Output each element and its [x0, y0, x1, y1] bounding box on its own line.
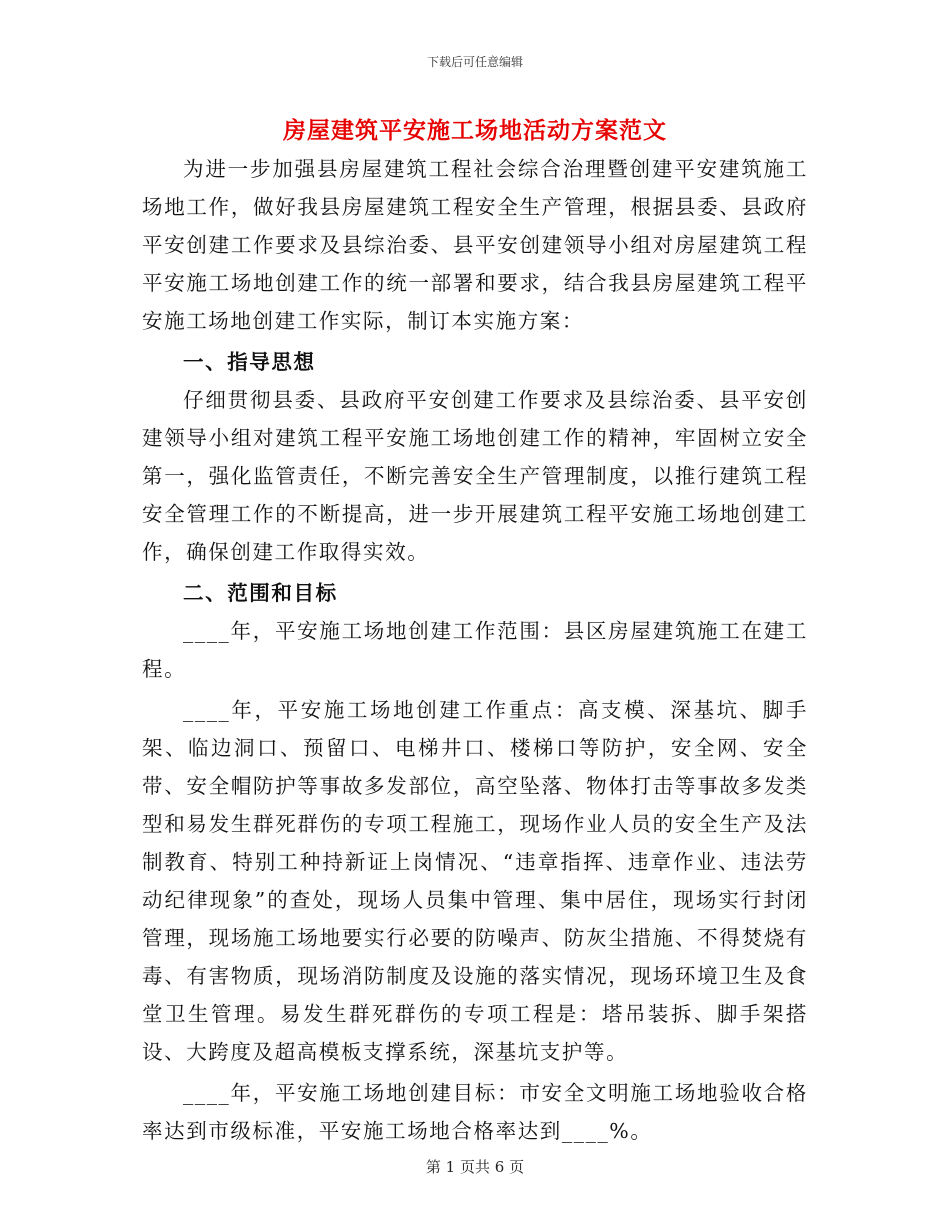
section-2-paragraph-focus: ____年，平安施工场地创建工作重点：高支模、深基坑、脚手架、临边洞口、预留口、电梯井口、楼梯口等防护，安全网、安全带、安全帽防护等事故多发部位，高空坠落、物体打击等事故多发类型和易发生群死群伤的专项工程施工，现场作业人员的安全生产及法制教育、特别工种持新证上岗情况、“违章指挥、违章作业、违法劳动纪律现象”的查处，现场人员集中管理、集中居住，现场实行封闭管理，现场施工场地要实行必要的防噪声、防灰尘措施、不得焚烧有毒、有害物质，现场消防制度及设施的落实情况，现场环境卫生及食堂卫生管理。易发生群死群伤的专项工程是：塔吊装拆、脚手架搭设、大跨度及超高模板支撑系统，深基坑支护等。	[142, 698, 808, 1064]
section-2-paragraph-goal: ____年，平安施工场地创建目标：市安全文明施工场地验收合格率达到市级标准，平安施工场地合格率达到____%。	[142, 1081, 808, 1143]
section-1-paragraph: 仔细贯彻县委、县政府平安创建工作要求及县综治委、县平安创建领导小组对建筑工程平安施工场地创建工作的精神，牢固树立安全第一，强化监管责任，不断完善安全生产管理制度，以推行建筑工程安全管理工作的不断提高，进一步开展建筑工程平安施工场地创建工作，确保创建工作取得实效。	[142, 388, 808, 564]
document-title: 房屋建筑平安施工场地活动方案范文	[283, 117, 667, 144]
section-2-heading: 二、范围和目标	[183, 581, 338, 605]
header-note: 下载后可任意编辑	[426, 55, 523, 69]
intro-paragraph: 为进一步加强县房屋建筑工程社会综合治理暨创建平安建筑施工场地工作，做好我县房屋建筑工程安全生产管理，根据县委、县政府平安创建工作要求及县综治委、县平安创建领导小组对房屋建筑工程平安施工场地创建工作的统一部署和要求，结合我县房屋建筑工程平安施工场地创建工作实际，制订本实施方案：	[142, 157, 808, 333]
section-2-paragraph-scope: ____年，平安施工场地创建工作范围：县区房屋建筑施工在建工程。	[142, 619, 808, 681]
page-footer: 第 1 页共 6 页	[425, 1158, 525, 1176]
section-1-heading: 一、指导思想	[183, 350, 316, 374]
document-body	[142, 150, 808, 1150]
